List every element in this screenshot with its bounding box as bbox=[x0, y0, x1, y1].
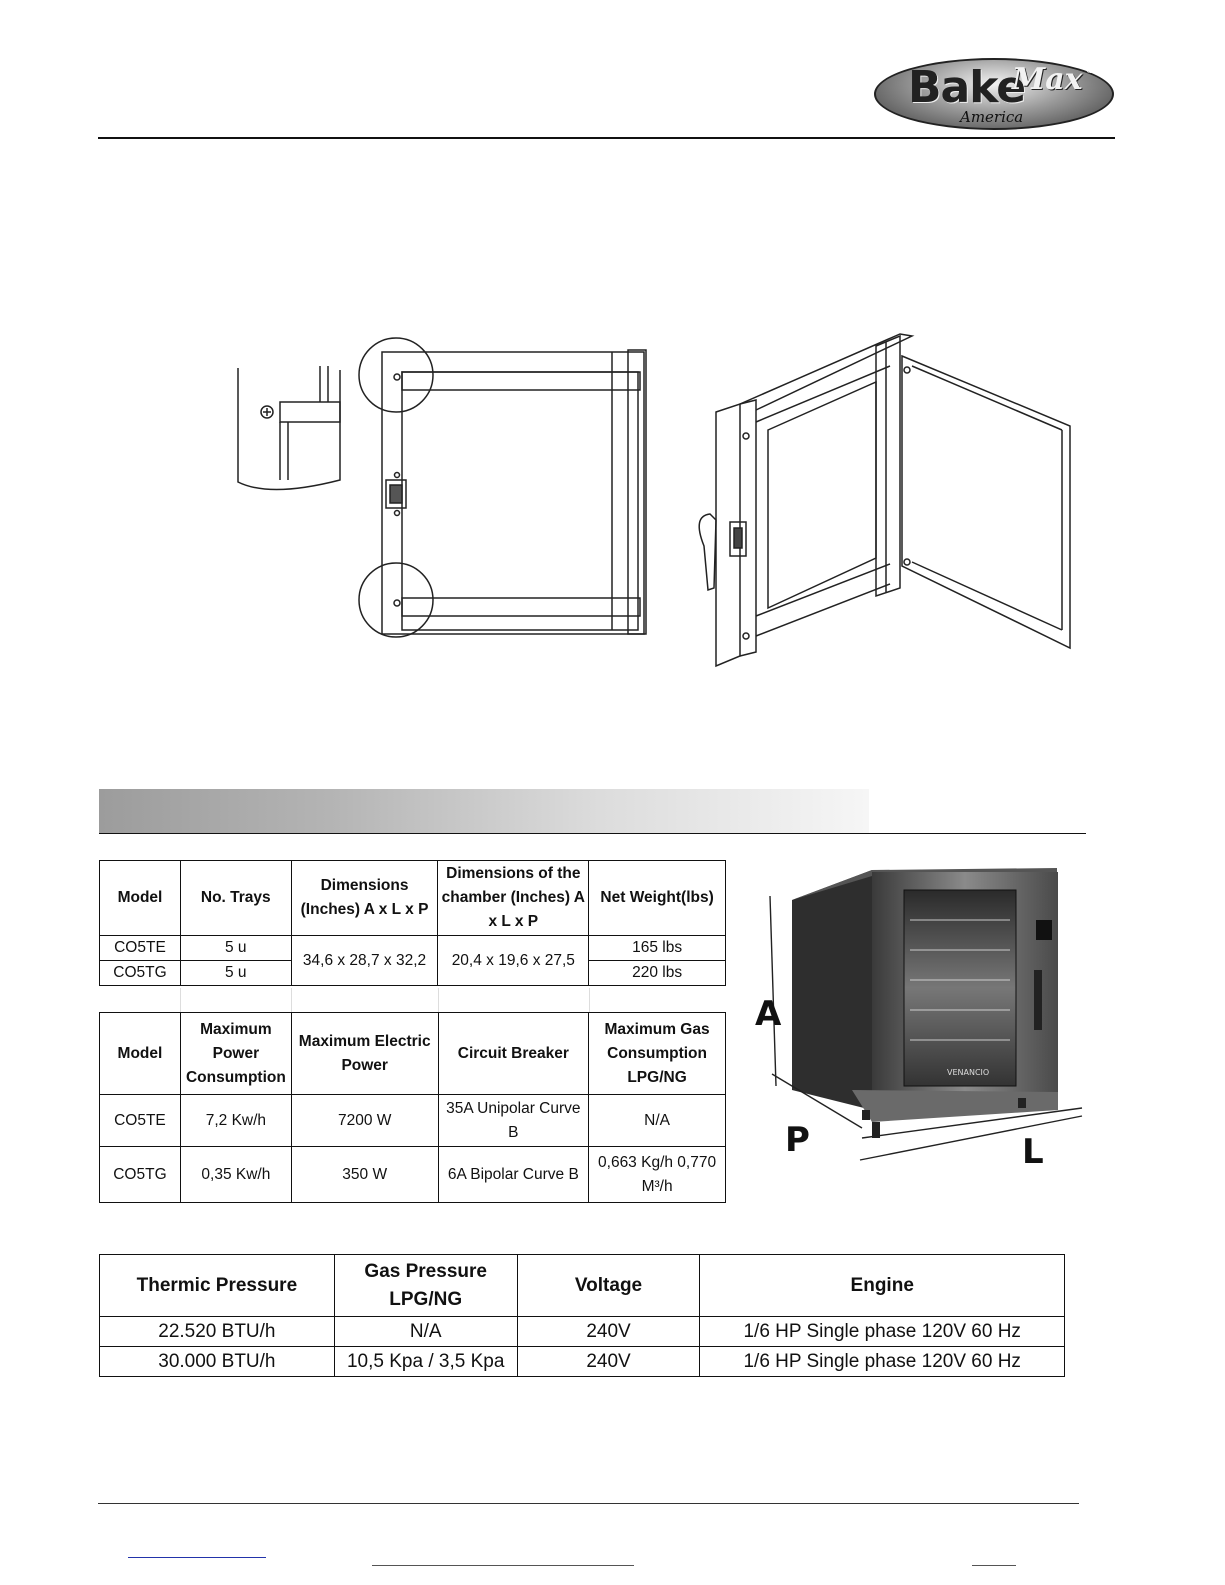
table-row bbox=[100, 1347, 1065, 1377]
weight-cell: 165 lbs bbox=[589, 936, 726, 961]
voltage-cell: 240V bbox=[517, 1317, 700, 1347]
breaker-cell: 35A Unipolar Curve B bbox=[438, 1095, 589, 1147]
gas-table bbox=[99, 1254, 1065, 1377]
electric-cell: 7200 W bbox=[291, 1095, 438, 1147]
header-dimensions: Dimensions (Inches) A x L x P bbox=[291, 861, 438, 936]
header-chamber: Dimensions of the chamber (Inches) A x L x P bbox=[438, 861, 589, 936]
model-cell: CO5TG bbox=[100, 961, 181, 986]
faint-divider bbox=[589, 988, 590, 1012]
section-header-bar bbox=[99, 789, 869, 833]
dimensions-cell: 34,6 x 28,7 x 32,2 bbox=[291, 936, 438, 986]
table-row bbox=[100, 1095, 726, 1147]
power-cell: 0,35 Kw/h bbox=[180, 1147, 291, 1203]
faint-divider bbox=[291, 988, 292, 1012]
chamber-cell: 20,4 x 19,6 x 27,5 bbox=[438, 936, 589, 986]
header-gas-pressure: Gas Pressure LPG/NG bbox=[334, 1255, 517, 1317]
gas-pressure-cell: 10,5 Kpa / 3,5 Kpa bbox=[334, 1347, 517, 1377]
gas-cell: N/A bbox=[589, 1095, 726, 1147]
weight-cell: 220 lbs bbox=[589, 961, 726, 986]
thermic-cell: 22.520 BTU/h bbox=[100, 1317, 335, 1347]
voltage-cell: 240V bbox=[517, 1347, 700, 1377]
electric-cell: 350 W bbox=[291, 1147, 438, 1203]
faint-divider bbox=[438, 988, 439, 1012]
header-max-power: Maximum Power Consumption bbox=[180, 1013, 291, 1095]
footer-rule bbox=[98, 1503, 1079, 1504]
dimension-label-l: L bbox=[1022, 1132, 1044, 1172]
table-row bbox=[100, 936, 726, 961]
model-cell: CO5TG bbox=[100, 1147, 181, 1203]
logo-registered-mark: ® bbox=[1086, 64, 1095, 76]
logo-sub: America bbox=[960, 108, 1024, 126]
header-gas-consumption: Maximum Gas Consumption LPG/NG bbox=[589, 1013, 726, 1095]
header-trays: No. Trays bbox=[180, 861, 291, 936]
engine-cell: 1/6 HP Single phase 120V 60 Hz bbox=[700, 1317, 1065, 1347]
gas-cell: 0,663 Kg/h 0,770 M³/h bbox=[589, 1147, 726, 1203]
header-engine: Engine bbox=[700, 1255, 1065, 1317]
thermic-cell: 30.000 BTU/h bbox=[100, 1347, 335, 1377]
dimension-label-a: A bbox=[755, 994, 782, 1034]
door-front-diagram bbox=[230, 330, 670, 660]
model-cell: CO5TE bbox=[100, 1095, 181, 1147]
breaker-cell: 6A Bipolar Curve B bbox=[438, 1147, 589, 1203]
faint-divider bbox=[180, 988, 181, 1012]
header-voltage: Voltage bbox=[517, 1255, 700, 1317]
header-thermic-pressure: Thermic Pressure bbox=[100, 1255, 335, 1317]
power-table bbox=[99, 1012, 726, 1203]
logo-brand-script: Max bbox=[1012, 62, 1083, 97]
header-model: Model bbox=[100, 861, 181, 936]
trays-cell: 5 u bbox=[180, 936, 291, 961]
footer-rule-middle bbox=[372, 1565, 634, 1566]
logo-brand: Bake bbox=[908, 62, 1026, 113]
bakemax-logo bbox=[868, 48, 1120, 134]
header-electric-power: Maximum Electric Power bbox=[291, 1013, 438, 1095]
specs-table bbox=[99, 860, 726, 986]
dimension-label-p: P bbox=[785, 1120, 810, 1160]
header-model: Model bbox=[100, 1013, 181, 1095]
table-row bbox=[100, 1147, 726, 1203]
trays-cell: 5 u bbox=[180, 961, 291, 986]
model-cell: CO5TE bbox=[100, 936, 181, 961]
oven-brand-plate: VENANCIO bbox=[947, 1068, 990, 1077]
header-circuit-breaker: Circuit Breaker bbox=[438, 1013, 589, 1095]
table-row bbox=[100, 1317, 1065, 1347]
header-weight: Net Weight(lbs) bbox=[589, 861, 726, 936]
section-rule bbox=[99, 833, 1086, 834]
engine-cell: 1/6 HP Single phase 120V 60 Hz bbox=[700, 1347, 1065, 1377]
gas-pressure-cell: N/A bbox=[334, 1317, 517, 1347]
footer-link-underline[interactable] bbox=[128, 1557, 266, 1558]
door-open-diagram bbox=[690, 326, 1090, 676]
power-cell: 7,2 Kw/h bbox=[180, 1095, 291, 1147]
header-rule bbox=[98, 137, 1115, 139]
footer-rule-right bbox=[972, 1565, 1016, 1566]
